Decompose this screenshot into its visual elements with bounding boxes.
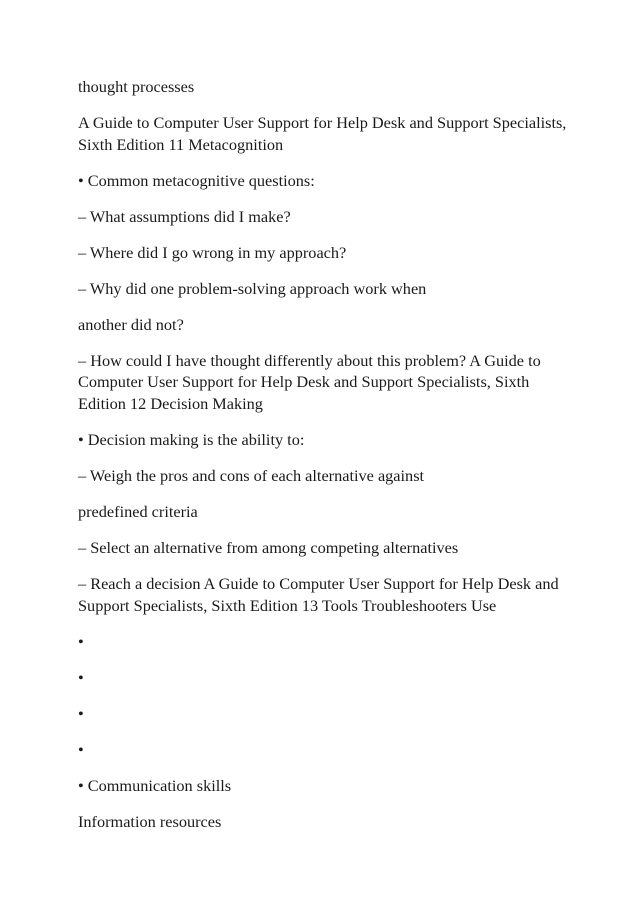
paragraph: • Common metacognitive questions: bbox=[78, 170, 315, 190]
paragraph: A Guide to Computer User Support for Help Desk and Support Specialists, Sixth Edition 11 Metacognition bbox=[78, 112, 567, 154]
paragraph: predefined criteria bbox=[78, 502, 198, 522]
paragraph: – Select an alternative from among competing alternatives bbox=[78, 538, 459, 558]
paragraph: – Where did I go wrong in my approach? bbox=[78, 242, 347, 262]
paragraph: another did not? bbox=[78, 314, 184, 334]
paragraph: – Reach a decision A Guide to Computer User Support for Help Desk and Support Specialists, Sixth Edition 13 Tools Troubleshooters Use bbox=[78, 574, 559, 615]
paragraph: • bbox=[78, 631, 84, 651]
paragraph: Information resources bbox=[78, 811, 222, 831]
paragraph: • bbox=[78, 667, 84, 687]
paragraph: • Decision making is the ability to: bbox=[78, 430, 305, 450]
paragraph: • bbox=[78, 739, 84, 759]
paragraph: • Communication skills bbox=[78, 775, 232, 795]
paragraph: – What assumptions did I make? bbox=[78, 206, 291, 226]
paragraph: – Why did one problem-solving approach work when bbox=[78, 278, 427, 298]
paragraph: • bbox=[78, 703, 84, 723]
paragraph: – How could I have thought differently about this problem? A Guide to Computer User Support for Help Desk and Support Specialists, Sixth Edition 12 Decision Making bbox=[78, 350, 541, 414]
paragraph: – Weigh the pros and cons of each alternative against bbox=[78, 466, 425, 486]
paragraph: thought processes bbox=[78, 77, 195, 96]
